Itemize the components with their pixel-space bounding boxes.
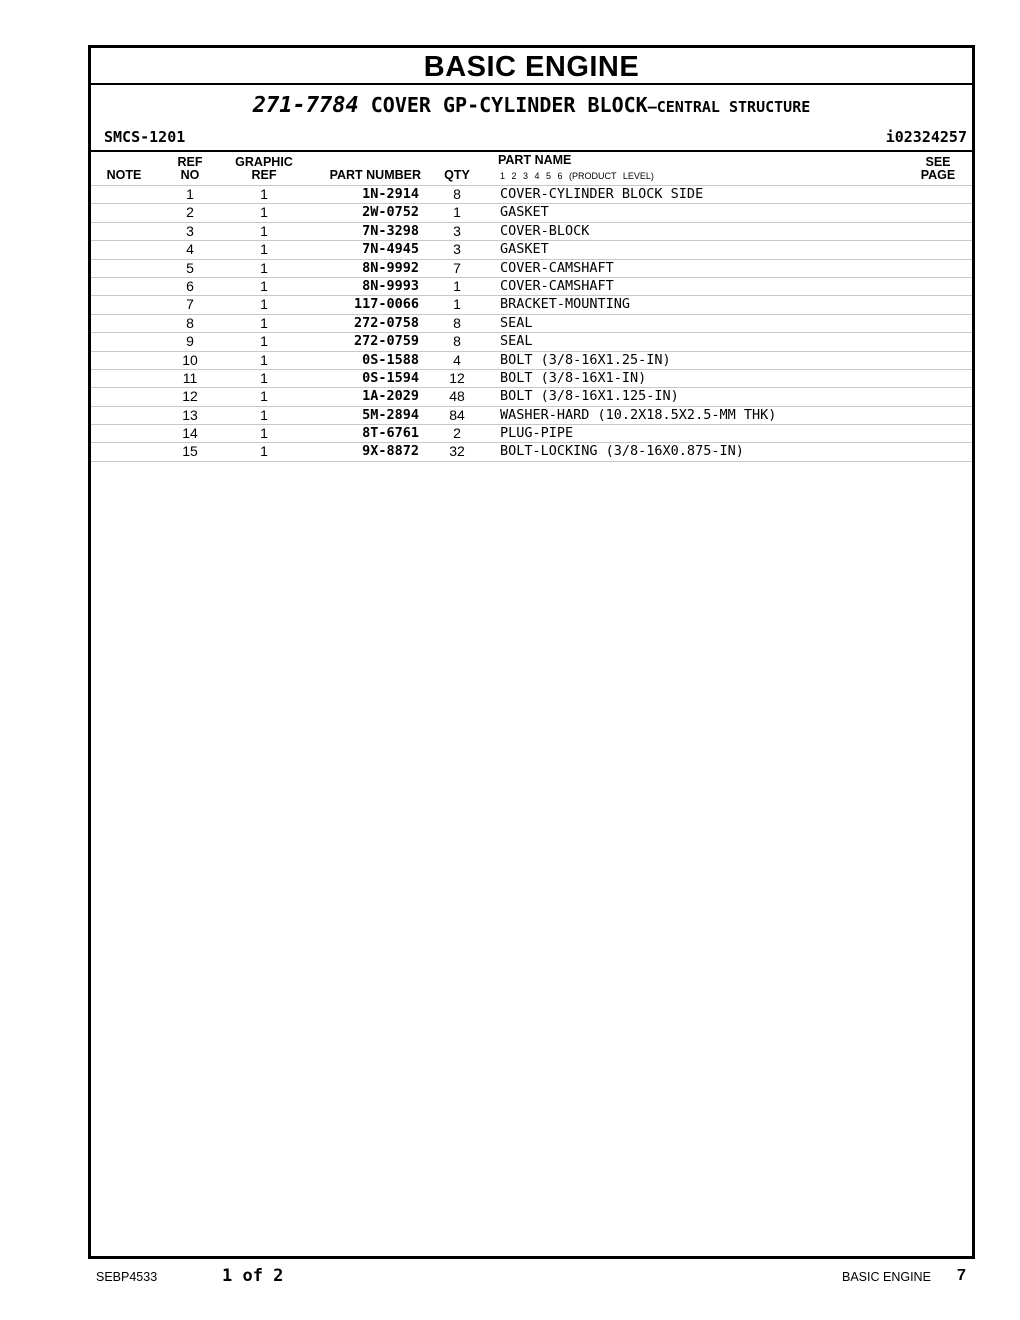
part-number-cell: 7N-3298	[362, 222, 419, 239]
table-row	[91, 442, 972, 461]
qty-cell: 84	[449, 406, 465, 423]
qty-cell: 2	[453, 425, 461, 442]
part-name-cell: BOLT (3/8-16X1-IN)	[500, 369, 647, 386]
part-number-cell: 117-0066	[353, 296, 419, 313]
col-header-graphic-ref-line1: GRAPHIC	[235, 155, 293, 169]
table-row	[91, 351, 972, 369]
footer-section: BASIC ENGINE	[842, 1270, 931, 1284]
part-name-cell: BOLT-LOCKING (3/8-16X0.875-IN)	[500, 443, 744, 460]
graphic-ref-cell: 1	[260, 277, 268, 294]
qty-cell: 48	[449, 388, 465, 405]
part-name-cell: COVER-CYLINDER BLOCK SIDE	[500, 186, 704, 202]
col-header-see-page-line2: PAGE	[920, 168, 956, 182]
part-name-cell: COVER-CAMSHAFT	[500, 277, 614, 294]
graphic-ref-cell: 1	[260, 333, 268, 350]
part-number-cell: 1A-2029	[362, 388, 419, 405]
part-name-cell: WASHER-HARD (10.2X18.5X2.5-MM THK)	[500, 406, 777, 423]
graphic-ref-cell: 1	[260, 388, 268, 405]
col-header-see-page	[918, 156, 958, 182]
qty-cell: 12	[449, 369, 465, 386]
table-row	[91, 295, 972, 313]
table-row	[91, 185, 972, 203]
table-row	[91, 406, 972, 424]
table-row	[91, 277, 972, 295]
qty-cell: 4	[453, 351, 461, 368]
qty-cell: 3	[453, 222, 461, 239]
table-row	[91, 259, 972, 277]
qty-cell: 8	[453, 333, 461, 350]
part-name-cell: SEAL	[500, 333, 533, 350]
table-row	[91, 203, 972, 221]
ref-no-cell: 15	[182, 443, 198, 460]
ref-no-cell: 7	[186, 296, 194, 313]
graphic-ref-cell: 1	[260, 186, 268, 202]
qty-cell: 32	[449, 443, 465, 460]
table-row	[91, 222, 972, 240]
qty-cell: 7	[453, 259, 461, 276]
part-name-cell: GASKET	[500, 241, 549, 258]
part-name-cell: PLUG-PIPE	[500, 425, 574, 442]
col-header-see-page-line1: SEE	[925, 155, 951, 169]
qty-cell: 8	[453, 186, 461, 202]
illustration-id: i02324257	[885, 128, 967, 146]
col-header-part-name: PART NAME	[498, 153, 572, 167]
col-header-qty: QTY	[444, 168, 470, 182]
col-header-ref-no-line2: NO	[180, 168, 200, 182]
table-row	[91, 240, 972, 258]
part-name-cell: GASKET	[500, 204, 549, 221]
parts-table	[91, 185, 972, 462]
part-number-cell: 8N-9993	[362, 277, 419, 294]
col-header-ref-no-line1: REF	[177, 155, 203, 169]
part-number-cell: 0S-1588	[362, 351, 419, 368]
part-number-cell: 272-0759	[353, 333, 419, 350]
part-name-cell: BOLT (3/8-16X1.25-IN)	[500, 351, 671, 368]
graphic-ref-cell: 1	[260, 443, 268, 460]
ref-no-cell: 8	[186, 314, 194, 331]
col-header-note: NOTE	[106, 168, 142, 182]
ref-no-cell: 4	[186, 241, 194, 258]
part-name-cell: SEAL	[500, 314, 533, 331]
ref-no-cell: 11	[182, 369, 198, 386]
col-header-part-number: PART NUMBER	[329, 168, 421, 182]
graphic-ref-cell: 1	[260, 406, 268, 423]
group-part-number: 271-7784	[252, 93, 359, 118]
smcs-code: SMCS-1201	[104, 128, 186, 146]
qty-cell: 8	[453, 314, 461, 331]
ref-no-cell: 12	[182, 388, 198, 405]
part-number-cell: 8T-6761	[362, 425, 419, 442]
part-name-cell: BOLT (3/8-16X1.125-IN)	[500, 388, 679, 405]
ref-no-cell: 6	[186, 277, 194, 294]
part-number-cell: 8N-9992	[362, 259, 419, 276]
ref-no-cell: 3	[186, 222, 194, 239]
graphic-ref-cell: 1	[260, 314, 268, 331]
graphic-ref-cell: 1	[260, 222, 268, 239]
part-number-cell: 1N-2914	[362, 186, 419, 202]
table-row	[91, 369, 972, 387]
parts-page-frame	[88, 45, 975, 1259]
part-number-cell: 2W-0752	[362, 204, 419, 221]
group-name: COVER GP-CYLINDER BLOCK	[370, 93, 648, 117]
ref-no-cell: 2	[186, 204, 194, 221]
part-number-cell: 9X-8872	[362, 443, 419, 460]
part-number-cell: 0S-1594	[362, 369, 419, 386]
qty-cell: 1	[453, 277, 461, 294]
table-row	[91, 314, 972, 332]
graphic-ref-cell: 1	[260, 241, 268, 258]
ref-no-cell: 5	[186, 259, 194, 276]
col-header-product-levels: 1 2 3 4 5 6 (PRODUCT LEVEL)	[500, 171, 654, 181]
header-divider	[91, 150, 972, 152]
graphic-ref-cell: 1	[260, 204, 268, 221]
part-name-cell: BRACKET-MOUNTING	[500, 296, 631, 313]
table-row	[91, 387, 972, 405]
part-name-cell: COVER-BLOCK	[500, 222, 590, 239]
col-header-graphic-ref	[229, 156, 299, 182]
qty-cell: 3	[453, 241, 461, 258]
ref-no-cell: 1	[186, 186, 194, 202]
table-row	[91, 424, 972, 442]
ref-no-cell: 9	[186, 333, 194, 350]
part-name-cell: COVER-CAMSHAFT	[500, 259, 614, 276]
table-row	[91, 332, 972, 350]
ref-no-cell: 14	[182, 425, 198, 442]
graphic-ref-cell: 1	[260, 369, 268, 386]
col-header-graphic-ref-line2: REF	[251, 168, 277, 182]
graphic-ref-cell: 1	[260, 296, 268, 313]
graphic-ref-cell: 1	[260, 425, 268, 442]
group-subtitle: —CENTRAL STRUCTURE	[647, 98, 811, 116]
part-number-cell: 272-0758	[353, 314, 419, 331]
footer-page-of: 1 of 2	[222, 1266, 284, 1286]
graphic-ref-cell: 1	[260, 351, 268, 368]
section-title: BASIC ENGINE	[91, 48, 972, 85]
ref-no-cell: 10	[182, 351, 198, 368]
graphic-ref-cell: 1	[260, 259, 268, 276]
qty-cell: 1	[453, 204, 461, 221]
qty-cell: 1	[453, 296, 461, 313]
footer-doc-number: SEBP4533	[96, 1270, 158, 1284]
group-title	[91, 92, 972, 120]
ref-no-cell: 13	[182, 406, 198, 423]
part-number-cell: 5M-2894	[362, 406, 419, 423]
col-header-ref-no	[167, 156, 213, 182]
footer-page-number: 7	[957, 1267, 966, 1284]
part-number-cell: 7N-4945	[362, 241, 419, 258]
